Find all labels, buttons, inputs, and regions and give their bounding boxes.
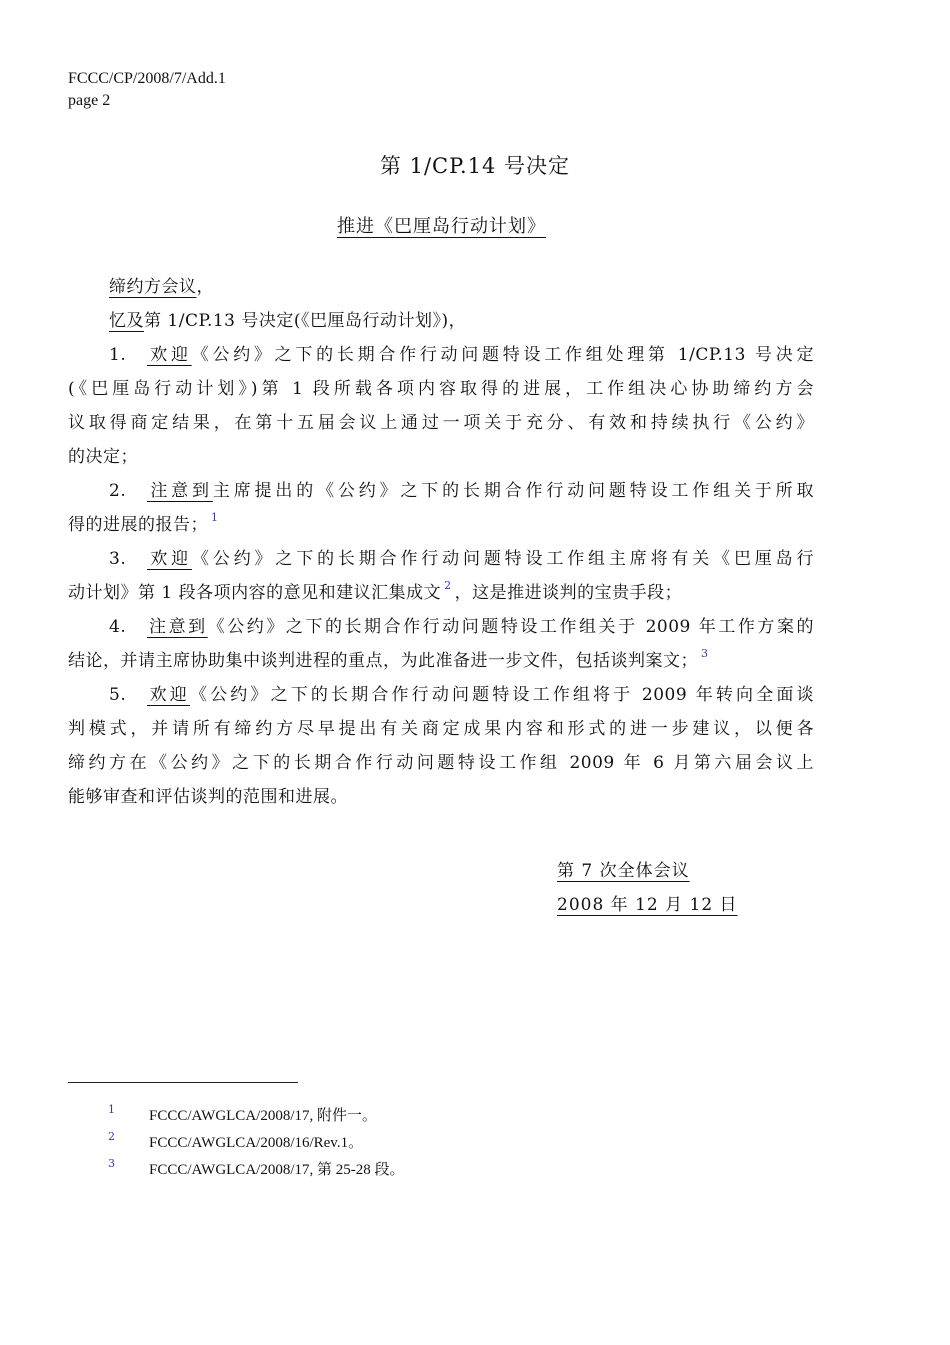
preamble-line-1: 缔约方会议， (109, 277, 214, 297)
paragraph-verb: 欢迎 (147, 685, 190, 705)
footnote-text: FCCC/AWGLCA/2008/16/Rev.1。 (149, 1135, 364, 1151)
signature-block (557, 854, 738, 922)
paragraph-5-line: 5. 欢迎《公约》之下的长期合作行动问题特设工作组将于 2009 年转向全面谈 (68, 678, 814, 712)
document-symbol: FCCC/CP/2008/7/Add.1 (68, 70, 226, 87)
paragraph-verb: 欢迎 (147, 549, 193, 569)
preamble-verb: 缔约方会议 (109, 277, 197, 297)
paragraph-1-line: 1. 欢迎《公约》之下的长期合作行动问题特设工作组处理第 1/CP.13 号决定 (68, 338, 814, 372)
footnote (108, 1129, 363, 1155)
footnote-reference[interactable]: 2 (444, 579, 452, 592)
preamble-verb: 忆及 (109, 311, 144, 331)
decision-subtitle: 推进《巴厘岛行动计划》 (337, 216, 546, 237)
footnote-mark: 2 (108, 1130, 115, 1143)
footnote-text: FCCC/AWGLCA/2008/17, 附件一。 (149, 1108, 377, 1124)
footnote-reference[interactable]: 1 (211, 511, 219, 524)
decision-body (68, 270, 814, 814)
paragraph-verb: 注意到 (147, 481, 213, 501)
paragraph-2-line: 2. 注意到主席提出的《公约》之下的长期合作行动问题特设工作组关于所取 (68, 474, 814, 508)
paragraph-number: 5. (109, 685, 127, 705)
paragraph-5-line: 判模式，并请所有缔约方尽早提出有关商定成果内容和形式的进一步建议，以便各 (68, 719, 814, 739)
paragraph-1-line: (《巴厘岛行动计划》)第 1 段所载各项内容取得的进展，工作组决心协助缔约方会 (68, 379, 814, 399)
decision-title: 第 1/CP.14 号决定 (379, 154, 571, 178)
page-number: page 2 (68, 92, 111, 109)
paragraph-number: 1. (109, 345, 127, 365)
plenary-meeting: 第 7 次全体会议 (557, 861, 690, 881)
paragraph-4-line: 4. 注意到《公约》之下的长期合作行动问题特设工作组关于 2009 年工作方案的 (68, 610, 814, 644)
paragraph-number: 4. (109, 617, 127, 637)
paragraph-verb: 注意到 (147, 617, 208, 637)
paragraph-number: 2. (109, 481, 127, 501)
paragraph-1-line: 议取得商定结果，在第十五届会议上通过一项关于充分、有效和持续执行《公约》 (68, 413, 814, 433)
paragraph-1-line: 的决定； (68, 447, 138, 467)
paragraph-number: 3. (109, 549, 127, 569)
footnote (108, 1102, 377, 1128)
footnote-mark: 1 (108, 1103, 115, 1116)
paragraph-2-line: 得的进展的报告； $^1$ (68, 511, 219, 535)
paragraph-5-line: 缔约方在《公约》之下的长期合作行动问题特设工作组 2009 年 6 月第六届会议上 (68, 753, 814, 773)
paragraph-3-line: 动计划》第 1 段各项内容的意见和建议汇集成文 $^2$ ，这是推进谈判的宝贵手段； (68, 579, 683, 603)
footnote-text: FCCC/AWGLCA/2008/17, 第 25-28 段。 (149, 1162, 405, 1178)
footnote (108, 1156, 404, 1182)
paragraph-4-line: 结论，并请主席协助集中谈判进程的重点，为此准备进一步文件，包括谈判案文； $^3$ (68, 647, 709, 671)
footnote-mark: 3 (108, 1157, 115, 1170)
decision-date: 2008 年 12 月 12 日 (557, 895, 738, 915)
footnote-separator (68, 1082, 298, 1083)
paragraph-3-line: 3. 欢迎《公约》之下的长期合作行动问题特设工作组主席将有关《巴厘岛行 (68, 542, 814, 576)
paragraph-5-line: 能够审查和评估谈判的范围和进展。 (68, 787, 348, 807)
preamble-line-2: 忆及第 1/CP.13 号决定(《巴厘岛行动计划》)， (109, 311, 467, 331)
footnote-reference[interactable]: 3 (701, 647, 709, 660)
paragraph-verb: 欢迎 (147, 345, 192, 365)
